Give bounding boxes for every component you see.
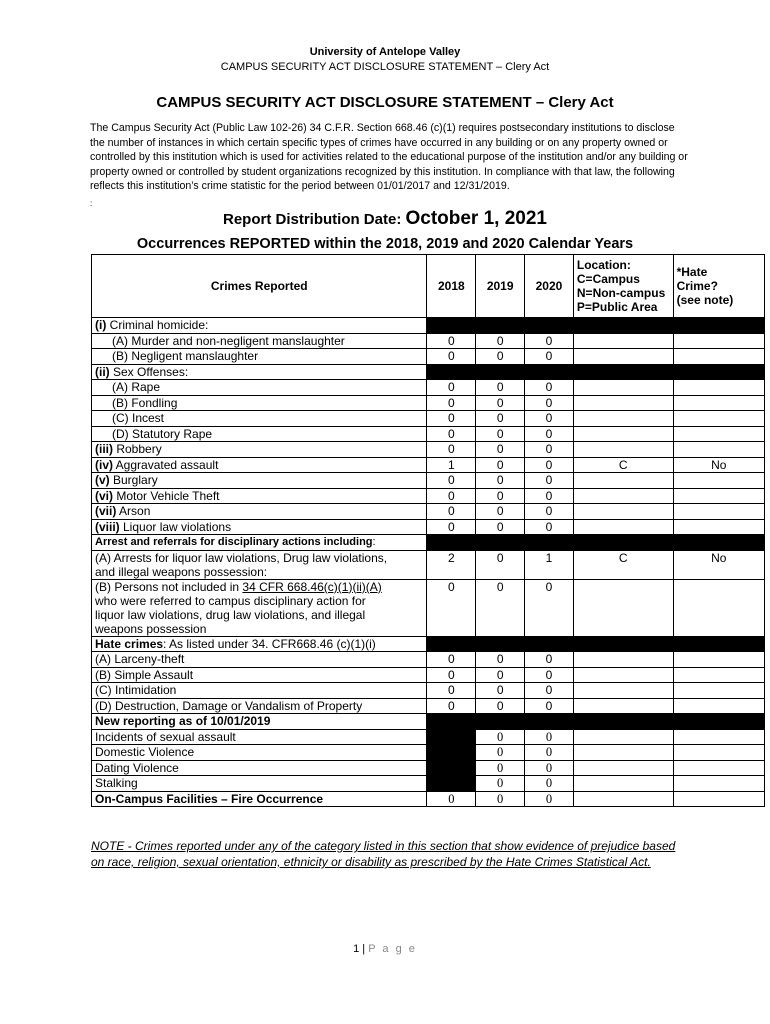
hate-cell	[673, 442, 764, 458]
row-num: (v)	[95, 473, 110, 487]
table-row	[92, 714, 765, 730]
table-row	[92, 550, 765, 579]
value-2018: 0	[427, 683, 476, 699]
row-text: Arson	[116, 504, 151, 518]
value-2020: 0	[525, 395, 574, 411]
occurrences-heading: Occurrences REPORTED within the 2018, 2019 and 2020 Calendar Years	[136, 236, 634, 252]
value-2020: 0	[525, 745, 574, 761]
table-header-row	[92, 255, 765, 318]
row-label: (A) Larceny-theft	[92, 652, 427, 668]
blank-cell	[476, 535, 525, 551]
blank-cell	[427, 535, 476, 551]
value-2018: 0	[427, 426, 476, 442]
table-row	[92, 426, 765, 442]
hate-crime-note: NOTE - Crimes reported under any of the category listed in this section that show evidence of prejudice based on race, religion, sexual orientation, ethnicity or disability as prescribed by the Hate Crimes Statistical Act.	[91, 839, 676, 869]
blank-cell	[673, 535, 764, 551]
page-footer	[0, 943, 770, 955]
blank-cell	[476, 318, 525, 334]
row-num: (iii)	[95, 442, 113, 456]
page-number: 1	[353, 943, 360, 955]
blank-cell	[525, 636, 574, 652]
hate-cell	[673, 776, 764, 792]
table-row	[92, 579, 765, 636]
blank-cell	[525, 318, 574, 334]
hate-cell	[673, 579, 764, 636]
row-text: who were referred to campus disciplinary action for	[95, 593, 366, 608]
value-2020: 0	[525, 349, 574, 365]
hate-cell	[673, 745, 764, 761]
value-2019: 0	[476, 395, 525, 411]
value-2020: 0	[525, 488, 574, 504]
table-row	[92, 318, 765, 334]
value-2018: 0	[427, 473, 476, 489]
row-text: weapons possession	[95, 621, 207, 636]
university-name: University of Antelope Valley	[309, 46, 461, 58]
blank-cell	[525, 364, 574, 380]
row-text: (B) Persons not included in	[95, 579, 243, 594]
value-2018: 0	[427, 411, 476, 427]
table-row	[92, 380, 765, 396]
value-2019: 0	[476, 519, 525, 535]
value-2019: 0	[476, 667, 525, 683]
blank-cell	[427, 729, 476, 745]
value-2019: 0	[476, 442, 525, 458]
hate-cell	[673, 667, 764, 683]
hate-cell	[673, 519, 764, 535]
location-cell	[573, 579, 673, 636]
row-num: (i)	[95, 318, 107, 332]
row-label	[92, 442, 427, 458]
blank-cell	[427, 364, 476, 380]
value-2018: 0	[427, 579, 476, 636]
value-2019: 0	[476, 745, 525, 761]
table-row	[92, 636, 765, 652]
row-num: (vii)	[95, 504, 117, 518]
location-cell	[573, 473, 673, 489]
crime-statistics-table	[91, 254, 765, 807]
table-row	[92, 349, 765, 365]
row-label: (B) Negligent manslaughter	[92, 349, 427, 365]
hate-cell	[673, 652, 764, 668]
blank-cell	[427, 776, 476, 792]
section-heading-hate	[92, 636, 427, 652]
value-2020: 0	[525, 698, 574, 714]
value-2019: 0	[476, 698, 525, 714]
location-cell	[573, 442, 673, 458]
row-text: liquor law violations, drug law violations, and illegal	[95, 607, 366, 622]
hate-cell	[673, 504, 764, 520]
section-heading-arrests	[92, 535, 427, 551]
table-row	[92, 519, 765, 535]
hate-cell	[673, 473, 764, 489]
table-row	[92, 488, 765, 504]
row-label	[92, 579, 427, 636]
table-row	[92, 667, 765, 683]
row-label: (D) Statutory Rape	[92, 426, 427, 442]
location-cell	[573, 504, 673, 520]
value-2018: 0	[427, 504, 476, 520]
hate-cell: No	[673, 550, 764, 579]
row-label	[92, 364, 427, 380]
value-2019: 0	[476, 791, 525, 807]
row-label	[92, 504, 427, 520]
intro-paragraph: The Campus Security Act (Public Law 102-26) 34 C.F.R. Section 668.46 (c)(1) requires postsecondary institutions to disclose the number of instances in which certain specific types of crimes have occurred in any building or on any property owned or controlled by this institution which is used for activities related to the educational purpose of the institution and/or any building or property owned or controlled by student organizations recognized by this institution. In compliance with that law, the following reflects this institution’s crime statistic for the period between 01/01/2017 and 12/31/2019.	[90, 122, 688, 193]
value-2018: 2	[427, 550, 476, 579]
hate-cell	[673, 791, 764, 807]
row-num: (vi)	[95, 488, 113, 503]
location-cell: C	[573, 457, 673, 473]
hate-cell	[673, 683, 764, 699]
location-cell	[573, 380, 673, 396]
location-cell	[573, 349, 673, 365]
value-2020: 0	[525, 519, 574, 535]
hate-line: *Hate	[676, 265, 708, 279]
value-2018: 0	[427, 349, 476, 365]
value-2019: 0	[476, 776, 525, 792]
table-row	[92, 776, 765, 792]
row-label: (C) Intimidation	[92, 683, 427, 699]
location-cell	[573, 776, 673, 792]
row-label: (A) Rape	[92, 380, 427, 396]
blank-cell	[476, 636, 525, 652]
location-cell	[573, 729, 673, 745]
page-separator: |	[359, 943, 369, 955]
row-text: Burglary	[109, 473, 158, 487]
table-row	[92, 535, 765, 551]
row-label: (B) Fondling	[92, 395, 427, 411]
blank-cell	[573, 714, 673, 730]
location-cell	[573, 426, 673, 442]
value-2019: 0	[476, 488, 525, 504]
value-2020: 0	[525, 729, 574, 745]
hate-cell	[673, 380, 764, 396]
location-line: C=Campus	[576, 272, 640, 286]
table-row	[92, 411, 765, 427]
row-label: (C) Incest	[92, 411, 427, 427]
stray-colon: :	[90, 199, 93, 208]
row-label: Stalking	[92, 776, 427, 792]
blank-cell	[476, 714, 525, 730]
row-label: Domestic Violence	[92, 745, 427, 761]
blank-cell	[427, 760, 476, 776]
value-2019: 0	[476, 333, 525, 349]
value-2020: 0	[525, 411, 574, 427]
row-text: (A) Arrests for liquor law violations, Drug law violations,	[95, 550, 388, 565]
location-cell	[573, 745, 673, 761]
location-cell	[573, 488, 673, 504]
value-2019: 0	[476, 504, 525, 520]
distribution-date: October 1, 2021	[405, 208, 548, 229]
value-2019: 0	[476, 349, 525, 365]
value-2020: 0	[525, 473, 574, 489]
value-2018: 0	[427, 380, 476, 396]
row-text: and illegal weapons possession:	[95, 564, 268, 579]
value-2018: 0	[427, 395, 476, 411]
blank-cell	[525, 535, 574, 551]
table-row	[92, 504, 765, 520]
table-row	[92, 729, 765, 745]
heading-text: Arrest and referrals for disciplinary actions including	[95, 536, 373, 548]
value-2020: 0	[525, 426, 574, 442]
hate-cell	[673, 411, 764, 427]
row-label	[92, 318, 427, 334]
hate-cell	[673, 488, 764, 504]
blank-cell	[427, 745, 476, 761]
blank-cell	[573, 636, 673, 652]
table-row	[92, 473, 765, 489]
value-2019: 0	[476, 426, 525, 442]
header-2018: 2018	[427, 255, 476, 318]
location-cell: C	[573, 550, 673, 579]
row-num: (viii)	[95, 519, 120, 534]
table-row	[92, 457, 765, 473]
value-2019: 0	[476, 411, 525, 427]
hate-cell	[673, 729, 764, 745]
heading-text: Hate crimes	[95, 636, 164, 651]
blank-cell	[573, 535, 673, 551]
value-2020: 0	[525, 791, 574, 807]
value-2020: 0	[525, 667, 574, 683]
value-2020: 0	[525, 776, 574, 792]
location-cell	[573, 683, 673, 699]
blank-cell	[573, 364, 673, 380]
blank-cell	[427, 714, 476, 730]
row-label	[92, 519, 427, 535]
value-2020: 0	[525, 652, 574, 668]
value-2018: 0	[427, 442, 476, 458]
location-cell	[573, 698, 673, 714]
hate-cell	[673, 349, 764, 365]
table-row	[92, 698, 765, 714]
blank-cell	[476, 364, 525, 380]
table-row	[92, 333, 765, 349]
table-row	[92, 760, 765, 776]
value-2020: 1	[525, 550, 574, 579]
hate-cell: No	[673, 457, 764, 473]
value-2018: 0	[427, 791, 476, 807]
cfr-citation: 34 CFR 668.46(c)(1)(ii)(A)	[242, 579, 382, 594]
row-label	[92, 457, 427, 473]
hate-cell	[673, 395, 764, 411]
hate-line: (see note)	[676, 293, 734, 307]
value-2019: 0	[476, 473, 525, 489]
value-2019: 0	[476, 550, 525, 579]
row-text: Criminal homicide:	[106, 318, 209, 332]
blank-cell	[573, 318, 673, 334]
report-distribution-date	[0, 208, 770, 230]
location-cell	[573, 395, 673, 411]
value-2019: 0	[476, 380, 525, 396]
value-2020: 0	[525, 504, 574, 520]
row-text: Aggravated assault	[113, 457, 219, 472]
header-crimes: Crimes Reported	[92, 255, 427, 318]
header-location	[573, 255, 673, 318]
document-title: CAMPUS SECURITY ACT DISCLOSURE STATEMENT – Clery Act	[156, 94, 614, 111]
value-2020: 0	[525, 760, 574, 776]
row-text: Liquor law violations	[119, 519, 232, 534]
row-label	[92, 488, 427, 504]
page-label: P a g e	[368, 943, 417, 955]
value-2020: 0	[525, 683, 574, 699]
row-num: (iv)	[95, 457, 113, 472]
distribution-label: Report Distribution Date:	[222, 211, 406, 228]
blank-cell	[525, 714, 574, 730]
value-2020: 0	[525, 579, 574, 636]
row-label	[92, 473, 427, 489]
row-label: Incidents of sexual assault	[92, 729, 427, 745]
value-2018: 0	[427, 333, 476, 349]
section-heading-new-reporting: New reporting as of 10/01/2019	[92, 714, 427, 730]
value-2018: 0	[427, 519, 476, 535]
value-2019: 0	[476, 760, 525, 776]
header-hate-crime	[673, 255, 764, 318]
value-2018: 0	[427, 488, 476, 504]
value-2018: 0	[427, 652, 476, 668]
hate-cell	[673, 426, 764, 442]
heading-colon: :	[372, 536, 376, 548]
hate-line: Crime?	[676, 279, 718, 293]
value-2020: 0	[525, 442, 574, 458]
location-cell	[573, 791, 673, 807]
row-label: Dating Violence	[92, 760, 427, 776]
table-row	[92, 364, 765, 380]
table-row	[92, 791, 765, 807]
header-subtitle: CAMPUS SECURITY ACT DISCLOSURE STATEMENT – Clery Act	[220, 61, 550, 73]
value-2018: 1	[427, 457, 476, 473]
header-2020: 2020	[525, 255, 574, 318]
value-2020: 0	[525, 457, 574, 473]
row-text: Robbery	[113, 442, 162, 456]
value-2019: 0	[476, 652, 525, 668]
hate-cell	[673, 333, 764, 349]
row-text: Sex Offenses:	[109, 364, 189, 379]
location-cell	[573, 652, 673, 668]
header-2019: 2019	[476, 255, 525, 318]
value-2019: 0	[476, 579, 525, 636]
table-row	[92, 395, 765, 411]
hate-cell	[673, 698, 764, 714]
location-cell	[573, 333, 673, 349]
blank-cell	[673, 318, 764, 334]
table-row	[92, 745, 765, 761]
blank-cell	[673, 364, 764, 380]
location-line: N=Non-campus	[576, 286, 666, 300]
location-cell	[573, 411, 673, 427]
value-2019: 0	[476, 729, 525, 745]
location-line: Location:	[576, 258, 631, 272]
row-num: (ii)	[95, 364, 110, 379]
value-2019: 0	[476, 683, 525, 699]
row-label: (B) Simple Assault	[92, 667, 427, 683]
location-cell	[573, 760, 673, 776]
blank-cell	[673, 714, 764, 730]
table-row	[92, 652, 765, 668]
heading-rest: : As listed under 34. CFR668.46 (c)(1)(i)	[163, 636, 376, 651]
table-row	[92, 683, 765, 699]
row-label: On-Campus Facilities – Fire Occurrence	[92, 791, 427, 807]
blank-cell	[427, 318, 476, 334]
location-line: P=Public Area	[576, 300, 658, 314]
row-label: (D) Destruction, Damage or Vandalism of Property	[92, 698, 427, 714]
value-2018: 0	[427, 667, 476, 683]
row-label	[92, 550, 427, 579]
blank-cell	[427, 636, 476, 652]
row-text: Motor Vehicle Theft	[113, 488, 220, 503]
value-2020: 0	[525, 380, 574, 396]
location-cell	[573, 667, 673, 683]
location-cell	[573, 519, 673, 535]
value-2020: 0	[525, 333, 574, 349]
value-2019: 0	[476, 457, 525, 473]
blank-cell	[673, 636, 764, 652]
table-row	[92, 442, 765, 458]
row-label: (A) Murder and non-negligent manslaughter	[92, 333, 427, 349]
value-2018: 0	[427, 698, 476, 714]
hate-cell	[673, 760, 764, 776]
